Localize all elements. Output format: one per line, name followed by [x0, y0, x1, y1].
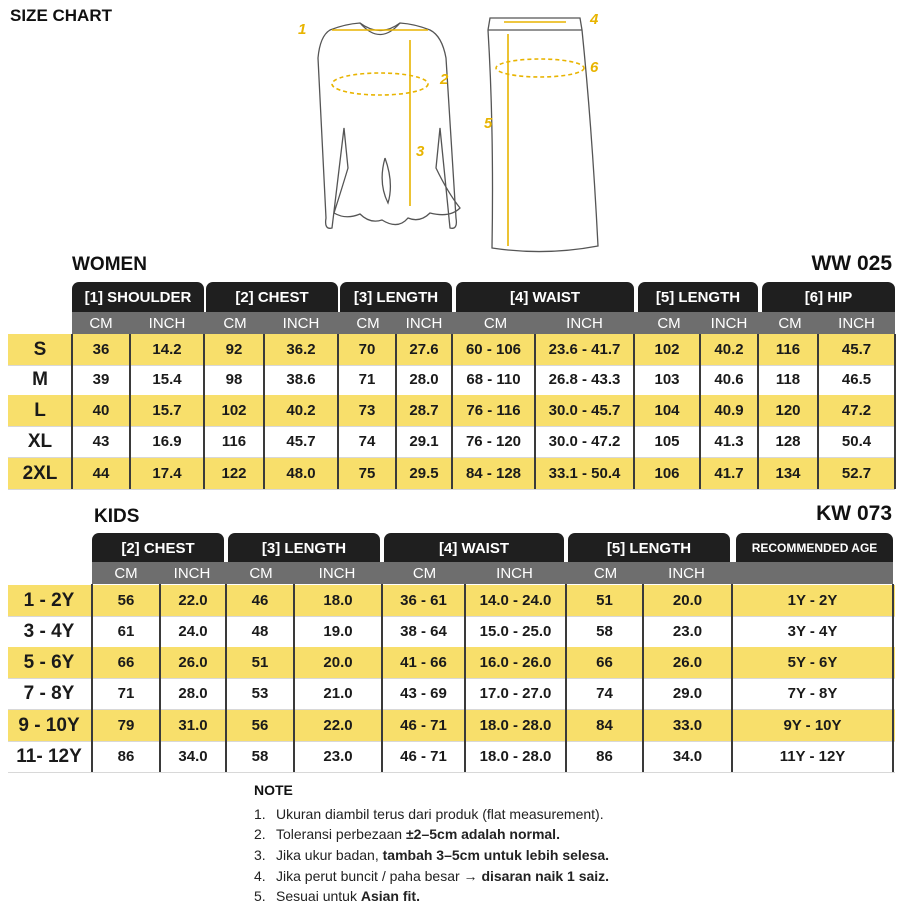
- table-cell: 28.7: [409, 402, 439, 419]
- table-cell: 86: [596, 748, 613, 765]
- table-cell: 46 - 71: [400, 717, 447, 734]
- label-1: 1: [298, 21, 307, 38]
- table-cell: 116: [221, 433, 247, 450]
- table-cell: 56: [251, 717, 269, 734]
- unit-label: CM: [657, 314, 681, 332]
- table-cell: 120: [775, 402, 801, 419]
- column-divider: [293, 584, 295, 772]
- note-number: 2.: [254, 826, 266, 842]
- note-text: Jika perut buncit / paha besar →: [276, 868, 482, 884]
- unit-label: INCH: [173, 564, 211, 582]
- unit-label: INCH: [405, 314, 443, 332]
- women-section-label: WOMEN: [72, 254, 147, 275]
- table-cell: 11Y - 12Y: [779, 748, 846, 765]
- table-cell: 43: [92, 433, 110, 450]
- size-label: L: [34, 399, 46, 421]
- note-number: 1.: [254, 806, 266, 822]
- women-product-code: WW 025: [811, 252, 892, 275]
- size-label: 5 - 6Y: [23, 651, 75, 673]
- table-cell: 15.7: [152, 402, 182, 419]
- column-divider: [91, 584, 93, 772]
- table-cell: 122: [221, 465, 247, 482]
- kids-product-code: KW 073: [816, 502, 892, 525]
- table-cell: 60 - 106: [465, 341, 522, 358]
- column-header: [6] HIP: [762, 282, 895, 312]
- table-cell: 75: [358, 465, 376, 482]
- size-label: S: [33, 338, 47, 360]
- column-header: RECOMMENDED AGE: [736, 533, 893, 563]
- size-label: M: [32, 368, 48, 390]
- column-divider: [464, 584, 466, 772]
- kids-section-label: KIDS: [94, 506, 140, 527]
- table-cell: 16.9: [152, 433, 182, 450]
- note-emphasis: ±2–5cm adalah normal.: [405, 826, 560, 842]
- size-label: XL: [27, 430, 53, 452]
- table-cell: 26.8 - 43.3: [548, 371, 621, 388]
- unit-label: CM: [483, 314, 508, 332]
- note-item: [254, 806, 604, 822]
- column-divider: [159, 584, 161, 772]
- table-cell: 98: [225, 371, 243, 388]
- column-divider: [817, 334, 819, 489]
- table-cell: 76 - 116: [466, 402, 521, 419]
- note-text: Toleransi perbezaan: [276, 826, 406, 842]
- table-cell: 22.0: [178, 592, 208, 609]
- table-cell: 23.0: [323, 748, 353, 765]
- table-cell: 17.0 - 27.0: [479, 685, 552, 702]
- column-divider: [263, 334, 265, 489]
- column-header: [4] WAIST: [456, 282, 634, 312]
- table-cell: 30.0 - 45.7: [548, 402, 621, 419]
- table-cell: 118: [775, 371, 801, 388]
- table-cell: 41 - 66: [400, 654, 447, 671]
- table-cell: 18.0 - 28.0: [479, 748, 552, 765]
- table-cell: 16.0 - 26.0: [479, 654, 552, 671]
- note-number: 3.: [254, 847, 266, 863]
- note-text: Sesuai untuk: [276, 888, 361, 904]
- table-cell: 74: [596, 685, 613, 702]
- table-cell: 58: [251, 748, 269, 765]
- label-4: 4: [590, 11, 599, 28]
- table-cell: 39: [92, 371, 110, 388]
- table-cell: 15.4: [152, 371, 182, 388]
- table-cell: 43 - 69: [400, 685, 447, 702]
- column-divider: [892, 584, 894, 772]
- table-cell: 33.0: [672, 717, 703, 734]
- column-divider: [129, 334, 131, 489]
- table-cell: 36.2: [286, 341, 316, 358]
- unit-label: CM: [249, 564, 273, 582]
- note-number: 5.: [254, 888, 266, 904]
- table-cell: 105: [654, 433, 680, 450]
- unit-label: CM: [356, 314, 380, 332]
- table-cell: 73: [358, 402, 376, 419]
- table-cell: 47.2: [841, 402, 872, 419]
- table-cell: 30.0 - 47.2: [548, 433, 621, 450]
- table-cell: 20.0: [323, 654, 353, 671]
- table-cell: 46: [251, 592, 269, 609]
- table-cell: 33.1 - 50.4: [548, 465, 621, 482]
- table-cell: 41.7: [714, 465, 744, 482]
- table-cell: 18.0 - 28.0: [479, 717, 552, 734]
- table-cell: 14.0 - 24.0: [479, 592, 552, 609]
- unit-label: INCH: [838, 314, 875, 332]
- label-6: 6: [590, 59, 599, 76]
- table-cell: 74: [358, 433, 376, 450]
- unit-label: INCH: [282, 314, 320, 332]
- column-header: [5] LENGTH: [568, 533, 730, 563]
- column-header: [2] CHEST: [92, 533, 224, 563]
- note-number: 4.: [254, 868, 266, 884]
- table-cell: 29.0: [672, 685, 703, 702]
- table-cell: 15.0 - 25.0: [479, 623, 552, 640]
- table-cell: 68 - 110: [466, 371, 521, 388]
- note-item: [254, 847, 609, 863]
- column-header: [4] WAIST: [384, 533, 564, 563]
- table-cell: 45.7: [841, 341, 872, 358]
- size-label: 3 - 4Y: [23, 620, 75, 642]
- size-label: 9 - 10Y: [18, 714, 80, 736]
- table-cell: 28.0: [409, 371, 439, 388]
- table-cell: 44: [92, 465, 110, 482]
- column-divider: [395, 334, 397, 489]
- table-cell: 34.0: [178, 748, 208, 765]
- table-cell: 26.0: [672, 654, 703, 671]
- table-cell: 52.7: [841, 465, 872, 482]
- table-cell: 79: [117, 717, 135, 734]
- label-5: 5: [484, 115, 493, 132]
- table-cell: 5Y - 6Y: [787, 654, 838, 671]
- table-cell: 29.1: [409, 433, 439, 450]
- table-cell: 58: [596, 623, 613, 640]
- unit-label: INCH: [148, 314, 186, 332]
- table-cell: 20.0: [672, 592, 703, 609]
- column-divider: [699, 334, 701, 489]
- table-cell: 34.0: [672, 748, 703, 765]
- column-divider: [337, 334, 339, 489]
- table-cell: 29.5: [409, 465, 439, 482]
- table-cell: 48.0: [286, 465, 316, 482]
- table-cell: 102: [221, 402, 247, 419]
- column-divider: [451, 334, 453, 489]
- column-divider: [71, 334, 73, 489]
- table-cell: 45.7: [286, 433, 316, 450]
- table-cell: 40: [92, 402, 110, 419]
- table-cell: 38 - 64: [400, 623, 447, 640]
- column-divider: [642, 584, 644, 772]
- table-cell: 18.0: [323, 592, 353, 609]
- table-cell: 14.2: [152, 341, 182, 358]
- unit-label: INCH: [668, 564, 705, 582]
- table-cell: 48: [251, 623, 269, 640]
- unit-label: CM: [89, 314, 113, 332]
- garment-measurement-diagram: [290, 8, 620, 258]
- column-header: [5] LENGTH: [638, 282, 758, 312]
- column-divider: [757, 334, 759, 489]
- skirt-outline: [488, 18, 598, 252]
- table-cell: 21.0: [323, 685, 353, 702]
- note-item: [254, 888, 420, 904]
- table-cell: 17.4: [152, 465, 182, 482]
- table-cell: 26.0: [178, 654, 208, 671]
- column-divider: [225, 584, 227, 772]
- row-divider: [8, 489, 895, 490]
- note-text: Jika ukur badan,: [276, 847, 383, 863]
- column-header: [3] LENGTH: [340, 282, 452, 312]
- table-cell: 40.2: [286, 402, 316, 419]
- table-cell: 102: [654, 341, 680, 358]
- unit-label: CM: [223, 314, 247, 332]
- table-cell: 31.0: [178, 717, 208, 734]
- size-label: 7 - 8Y: [23, 682, 75, 704]
- table-cell: 24.0: [178, 623, 208, 640]
- table-cell: 1Y - 2Y: [787, 592, 838, 609]
- column-divider: [633, 334, 635, 489]
- row-divider: [8, 772, 895, 773]
- table-cell: 46 - 71: [400, 748, 447, 765]
- column-divider: [565, 584, 567, 772]
- unit-label: INCH: [496, 564, 533, 582]
- table-cell: 86: [117, 748, 135, 765]
- note-item: [254, 868, 609, 884]
- size-label: 2XL: [22, 462, 58, 484]
- label-2: 2: [440, 71, 449, 88]
- note-item: [254, 826, 560, 842]
- unit-label: INCH: [318, 564, 356, 582]
- size-label: 11- 12Y: [16, 745, 82, 767]
- column-header: [1] SHOULDER: [72, 282, 204, 312]
- note-emphasis: disaran naik 1 saiz.: [481, 868, 610, 884]
- table-cell: 84 - 128: [465, 465, 522, 482]
- table-cell: 106: [654, 465, 680, 482]
- unit-label: CM: [593, 564, 618, 582]
- table-cell: 66: [596, 654, 613, 671]
- table-cell: 3Y - 4Y: [787, 623, 838, 640]
- table-cell: 134: [775, 465, 801, 482]
- column-divider: [381, 584, 383, 772]
- column-divider: [534, 334, 536, 489]
- table-cell: 70: [358, 341, 376, 358]
- table-cell: 51: [251, 654, 269, 671]
- table-cell: 92: [225, 341, 243, 358]
- column-divider: [203, 334, 205, 489]
- table-cell: 104: [654, 402, 680, 419]
- table-cell: 71: [358, 371, 376, 388]
- table-cell: 27.6: [409, 341, 439, 358]
- note-heading: NOTE: [254, 782, 293, 798]
- table-cell: 40.9: [714, 402, 744, 419]
- unit-label: CM: [114, 564, 138, 582]
- note-text: Ukuran diambil terus dari produk (flat measurement).: [276, 806, 604, 822]
- table-cell: 36: [92, 341, 110, 358]
- table-cell: 84: [596, 717, 613, 734]
- table-cell: 38.6: [286, 371, 316, 388]
- table-cell: 128: [775, 433, 801, 450]
- unit-label: CM: [778, 314, 802, 332]
- column-header: [3] LENGTH: [228, 533, 380, 563]
- column-header: [2] CHEST: [206, 282, 338, 312]
- page-title: SIZE CHART: [10, 6, 112, 25]
- table-cell: 56: [117, 592, 135, 609]
- size-label: 1 - 2Y: [23, 589, 75, 611]
- table-cell: 71: [117, 685, 135, 702]
- table-cell: 22.0: [323, 717, 353, 734]
- label-3: 3: [416, 143, 425, 160]
- table-cell: 9Y - 10Y: [783, 717, 842, 734]
- table-cell: 23.0: [672, 623, 703, 640]
- table-cell: 53: [251, 685, 269, 702]
- table-cell: 23.6 - 41.7: [548, 341, 621, 358]
- table-cell: 28.0: [178, 685, 208, 702]
- column-divider: [731, 584, 733, 772]
- table-cell: 76 - 120: [465, 433, 522, 450]
- table-cell: 116: [775, 341, 801, 358]
- unit-label: CM: [412, 564, 437, 582]
- table-cell: 46.5: [841, 371, 872, 388]
- table-cell: 61: [117, 623, 135, 640]
- unit-label: INCH: [710, 314, 748, 332]
- note-emphasis: tambah 3–5cm untuk lebih selesa.: [382, 847, 610, 863]
- table-cell: 50.4: [841, 433, 872, 450]
- column-divider: [894, 334, 896, 489]
- table-cell: 19.0: [323, 623, 353, 640]
- table-cell: 36 - 61: [400, 592, 447, 609]
- table-cell: 41.3: [714, 433, 744, 450]
- table-cell: 40.6: [714, 371, 744, 388]
- table-cell: 66: [117, 654, 135, 671]
- unit-label: INCH: [566, 314, 603, 332]
- table-cell: 40.2: [714, 341, 744, 358]
- note-emphasis: Asian fit.: [360, 888, 420, 904]
- table-cell: 51: [596, 592, 613, 609]
- table-cell: 103: [654, 371, 680, 388]
- table-cell: 7Y - 8Y: [787, 685, 838, 702]
